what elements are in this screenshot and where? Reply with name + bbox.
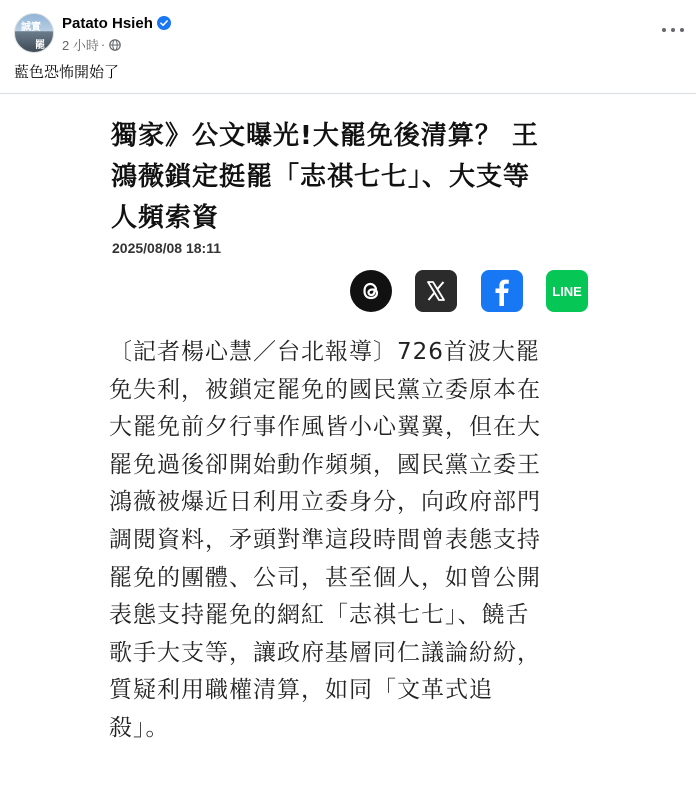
article-title-line: 獨家》公文曝光!大罷免後清算？ 王 xyxy=(111,121,539,151)
article-body-line: 大罷免前夕行事作風皆小心翼翼，但在大 xyxy=(109,414,541,441)
threads-icon xyxy=(350,270,392,312)
author-row xyxy=(62,13,171,33)
post-text: 藍色恐怖開始了 xyxy=(14,63,120,81)
author-name[interactable]: Patato Hsieh xyxy=(62,14,153,32)
line-icon xyxy=(546,270,588,312)
article-body-line: 罷免的團體、公司，甚至個人，如曾公開 xyxy=(109,564,541,591)
facebook-icon xyxy=(481,270,523,312)
shared-article-image[interactable] xyxy=(0,93,696,788)
article-body-line: 免失利，被鎖定罷免的國民黨立委原本在 xyxy=(109,376,541,403)
article-body-line: 罷免過後卻開始動作頻頻，國民黨立委王 xyxy=(109,451,541,478)
meta-separator: · xyxy=(100,37,106,52)
article-body-line: 調閱資料，矛頭對準這段時間曾表態支持 xyxy=(109,526,541,553)
article-body-line: 質疑利用職權清算，如同「文革式追 xyxy=(109,677,493,704)
article-body-line: 歌手大支等，讓政府基層同仁議論紛紛， xyxy=(109,639,541,666)
article-body-line: 表態支持罷免的網紅「志祺七七」、饒舌 xyxy=(109,602,530,629)
x-icon xyxy=(415,270,457,312)
avatar-text-bottom: 罷免 xyxy=(35,40,45,66)
more-options-icon[interactable] xyxy=(662,22,684,38)
line-label: LINE xyxy=(552,283,582,299)
post-header xyxy=(0,0,696,66)
article-title-line: 鴻薇鎖定挺罷「志祺七七」、大支等 xyxy=(111,162,531,192)
globe-icon xyxy=(109,39,121,51)
post-time[interactable]: 2 小時 xyxy=(62,38,99,53)
article-date: 2025/08/08 18:11 xyxy=(112,240,221,256)
avatar-text-top: 誠實 xyxy=(21,22,41,33)
article-body-line: 殺」。 xyxy=(109,714,170,741)
article-title xyxy=(111,116,591,239)
article-title-line: 人頻索資 xyxy=(111,203,220,233)
article-body xyxy=(109,334,599,748)
article-body-line: 鴻薇被爆近日利用立委身分，向政府部門 xyxy=(109,489,541,516)
verified-badge-icon xyxy=(157,16,171,30)
article-body-line: 〔記者楊心慧／台北報導〕726首波大罷 xyxy=(109,339,540,365)
avatar[interactable] xyxy=(14,13,54,66)
post-meta xyxy=(62,35,121,54)
